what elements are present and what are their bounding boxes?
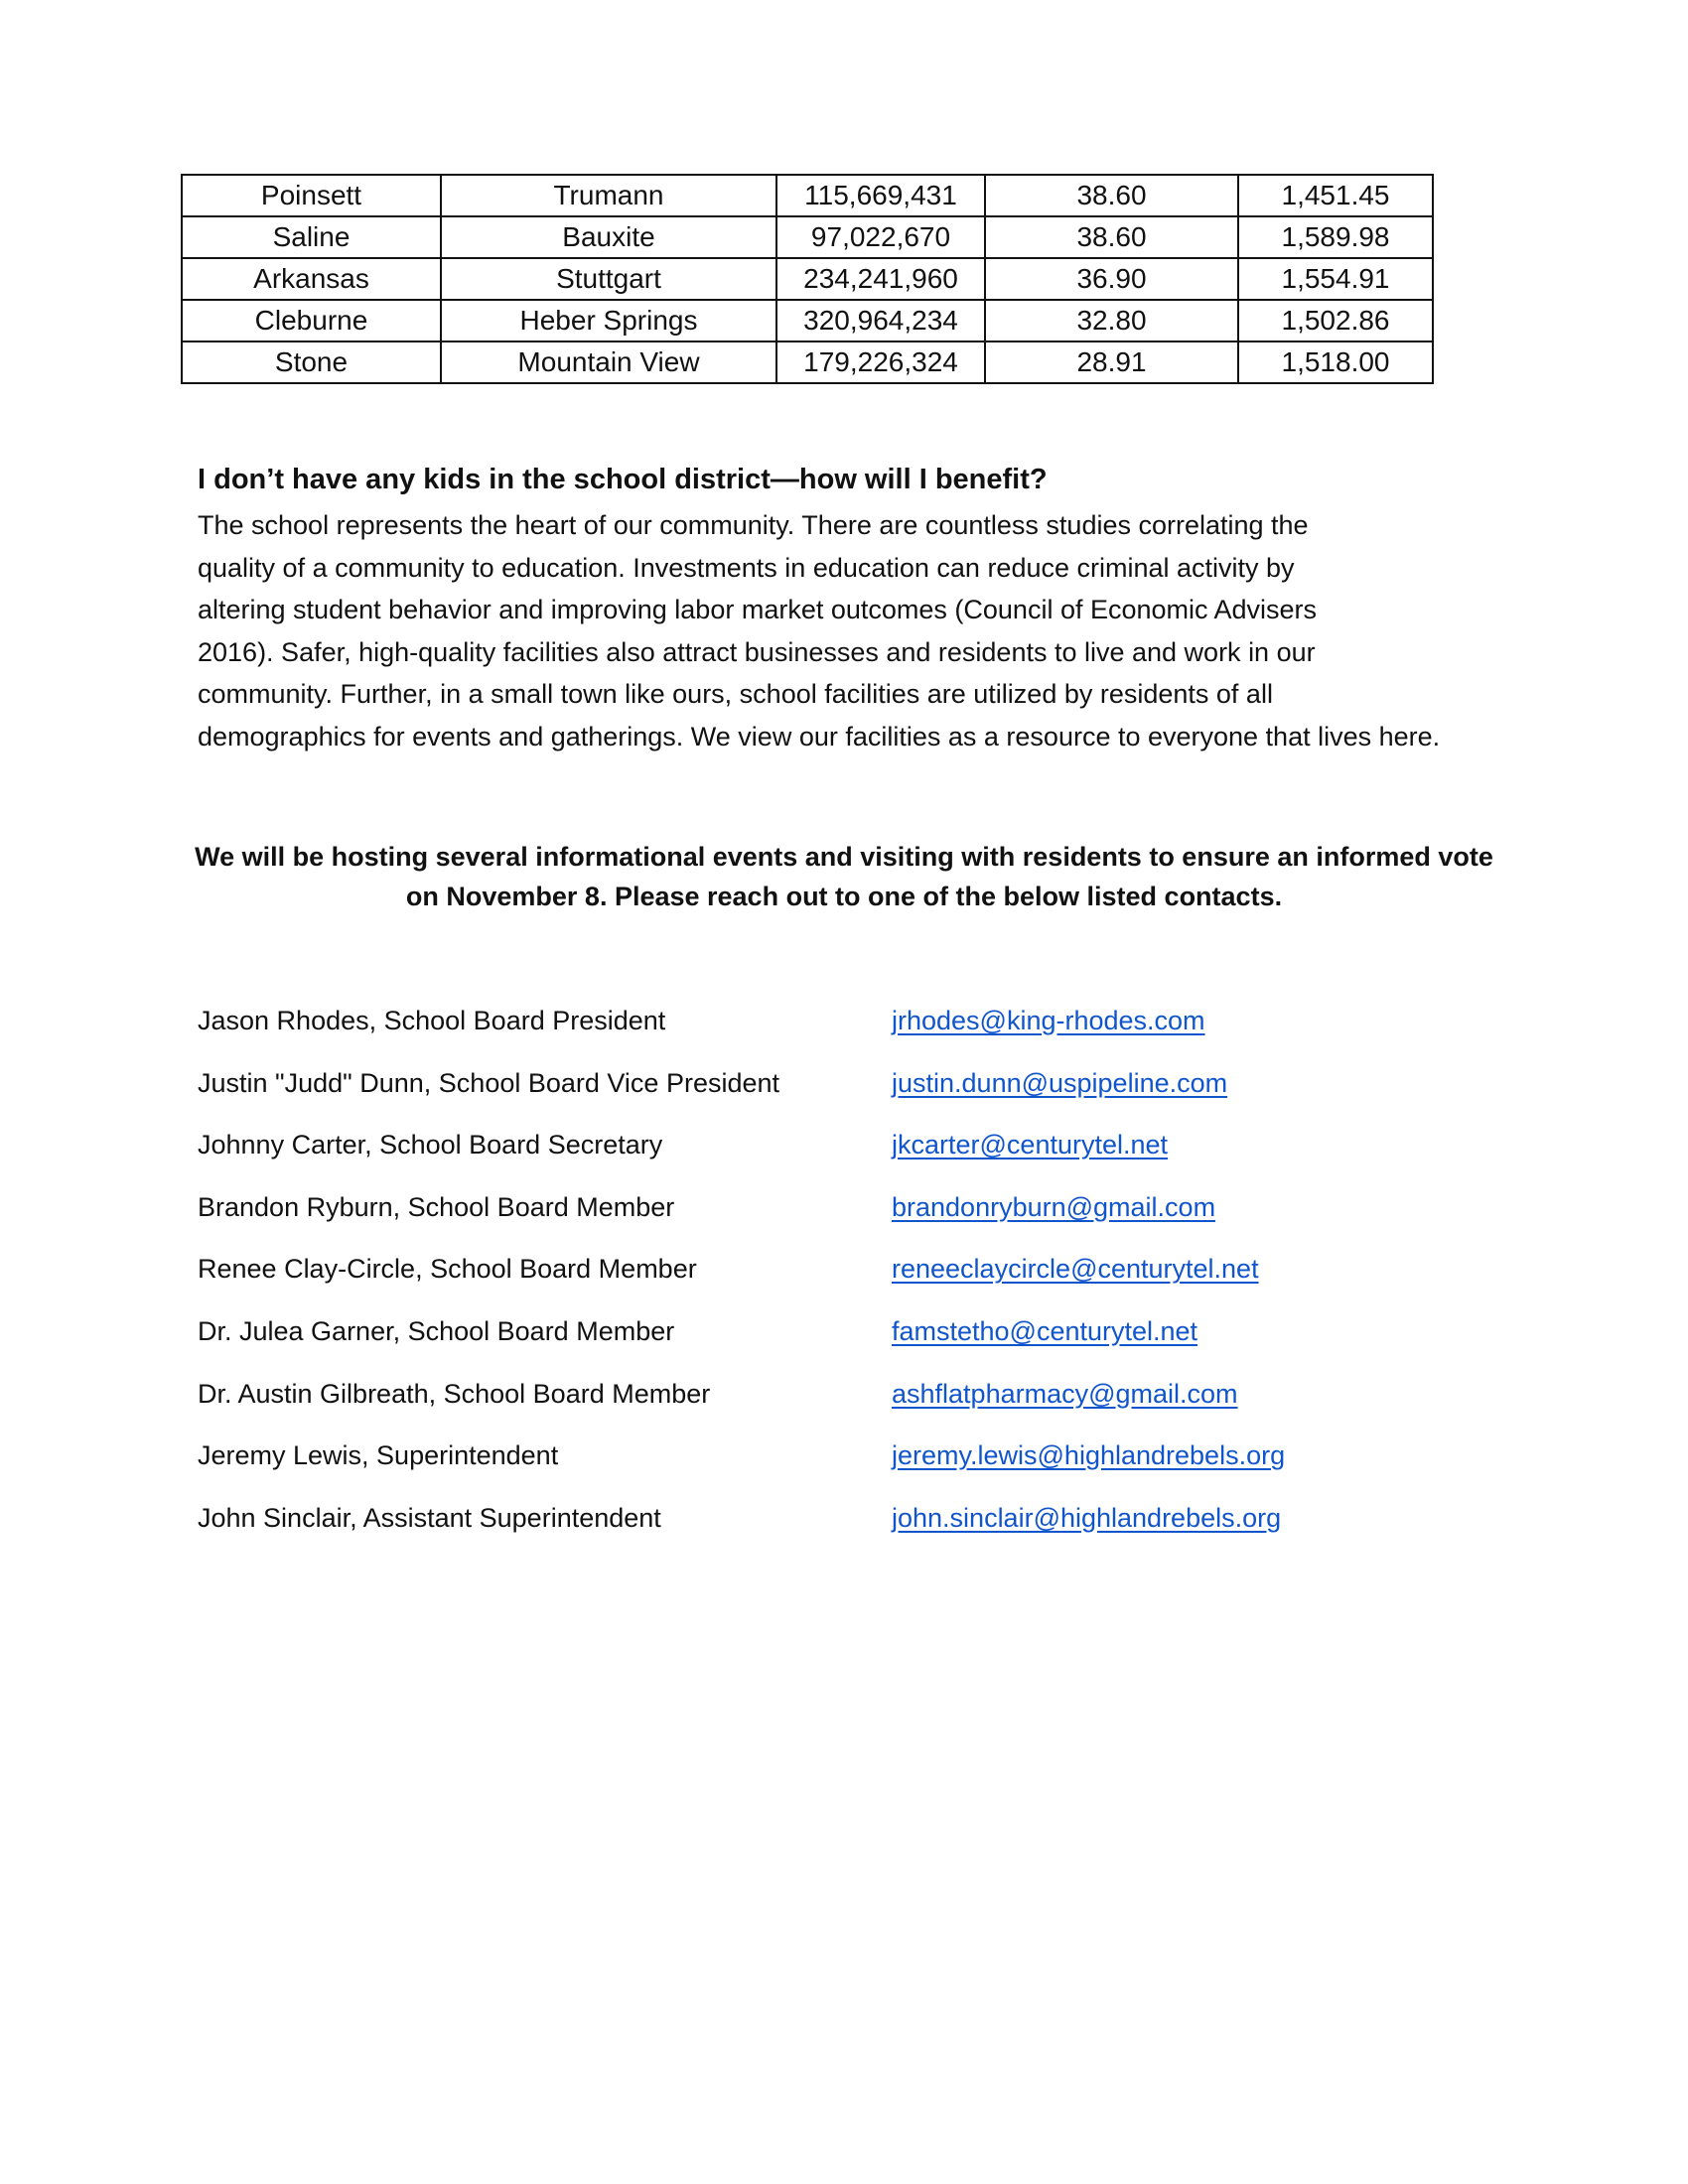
contact-item [198,1249,1488,1311]
contact-email-link[interactable]: ashflatpharmacy@gmail.com [892,1378,1238,1409]
table-cell-millage: 38.60 [985,175,1238,216]
table-cell-value: 1,502.86 [1238,300,1433,341]
contact-name: Brandon Ryburn, School Board Member [198,1191,675,1222]
table-cell-district: Trumann [441,175,776,216]
contact-name: Jason Rhodes, School Board President [198,1006,666,1035]
table-cell-assessment: 97,022,670 [776,216,985,258]
contact-email-link[interactable]: john.sinclair@highlandrebels.org [892,1502,1282,1533]
body-line: altering student behavior and improving labor market outcomes (Council of Economic Advisers [198,595,1318,625]
table-cell-county: Arkansas [182,258,441,300]
body-line: quality of a community to education. Investments in education can reduce criminal activity by [198,552,1295,583]
contact-item [198,1435,1488,1498]
contact-name: Dr. Julea Garner, School Board Member [198,1315,675,1346]
table-row [182,341,1433,383]
contact-name: John Sinclair, Assistant Superintendent [198,1502,661,1533]
contact-item [198,1063,1488,1126]
contact-list [198,1001,1488,1560]
table-cell-millage: 32.80 [985,300,1238,341]
contact-email-link[interactable]: jeremy.lewis@highlandrebels.org [892,1440,1286,1471]
table-row [182,300,1433,341]
contact-email-link[interactable]: famstetho@centurytel.net [892,1315,1198,1346]
body-line: The school represents the heart of our community. There are countless studies correlating the [198,510,1309,540]
body-line: demographics for events and gatherings. We view our facilities as a resource to everyone that lives here. [198,721,1441,751]
table-row [182,258,1433,300]
table-cell-district: Heber Springs [441,300,776,341]
table-cell-district: Mountain View [441,341,776,383]
contact-email-link[interactable]: jrhodes@king-rhodes.com [892,1006,1205,1035]
table-row [182,175,1433,216]
contact-item [198,1125,1488,1187]
contact-email-link[interactable]: justin.dunn@uspipeline.com [892,1067,1228,1098]
body-line: community. Further, in a small town like ours, school facilities are utilized by residents of all [198,679,1273,710]
table-cell-assessment: 179,226,324 [776,341,985,383]
table-cell-county: Poinsett [182,175,441,216]
body-line: 2016). Safer, high-quality facilities also attract businesses and residents to live and work in our [198,636,1316,667]
district-millage-table [181,174,1434,384]
table-cell-assessment: 234,241,960 [776,258,985,300]
contact-item [198,1498,1488,1561]
contact-name: Dr. Austin Gilbreath, School Board Member [198,1378,711,1409]
table-cell-millage: 36.90 [985,258,1238,300]
table-cell-district: Stuttgart [441,258,776,300]
table-cell-assessment: 115,669,431 [776,175,985,216]
section-body [198,504,1508,758]
call-to-action [149,837,1539,916]
table-cell-county: Cleburne [182,300,441,341]
table-cell-value: 1,518.00 [1238,341,1433,383]
table-cell-county: Stone [182,341,441,383]
contact-email-link[interactable]: reneeclaycircle@centurytel.net [892,1254,1259,1285]
contact-name: Johnny Carter, School Board Secretary [198,1130,663,1160]
table-cell-millage: 38.60 [985,216,1238,258]
contact-name: Renee Clay-Circle, School Board Member [198,1254,697,1285]
table-cell-value: 1,554.91 [1238,258,1433,300]
contact-email-link[interactable]: jkcarter@centurytel.net [892,1130,1169,1160]
table-cell-value: 1,589.98 [1238,216,1433,258]
contact-item [198,1311,1488,1374]
cta-line: We will be hosting several informational events and visiting with residents to ensure an informed vote [195,842,1493,872]
table-cell-millage: 28.91 [985,341,1238,383]
contact-name: Justin "Judd" Dunn, School Board Vice President [198,1067,780,1098]
table-cell-district: Bauxite [441,216,776,258]
table-cell-value: 1,451.45 [1238,175,1433,216]
section-heading: I don’t have any kids in the school district—how will I benefit? [198,464,1048,495]
contact-item [198,1374,1488,1436]
table-cell-assessment: 320,964,234 [776,300,985,341]
contact-name: Jeremy Lewis, Superintendent [198,1440,559,1471]
table-row [182,216,1433,258]
contact-item [198,1001,1488,1063]
contact-email-link[interactable]: brandonryburn@gmail.com [892,1191,1216,1222]
table-cell-county: Saline [182,216,441,258]
cta-line: on November 8. Please reach out to one of the below listed contacts. [405,882,1283,911]
contact-item [198,1187,1488,1250]
